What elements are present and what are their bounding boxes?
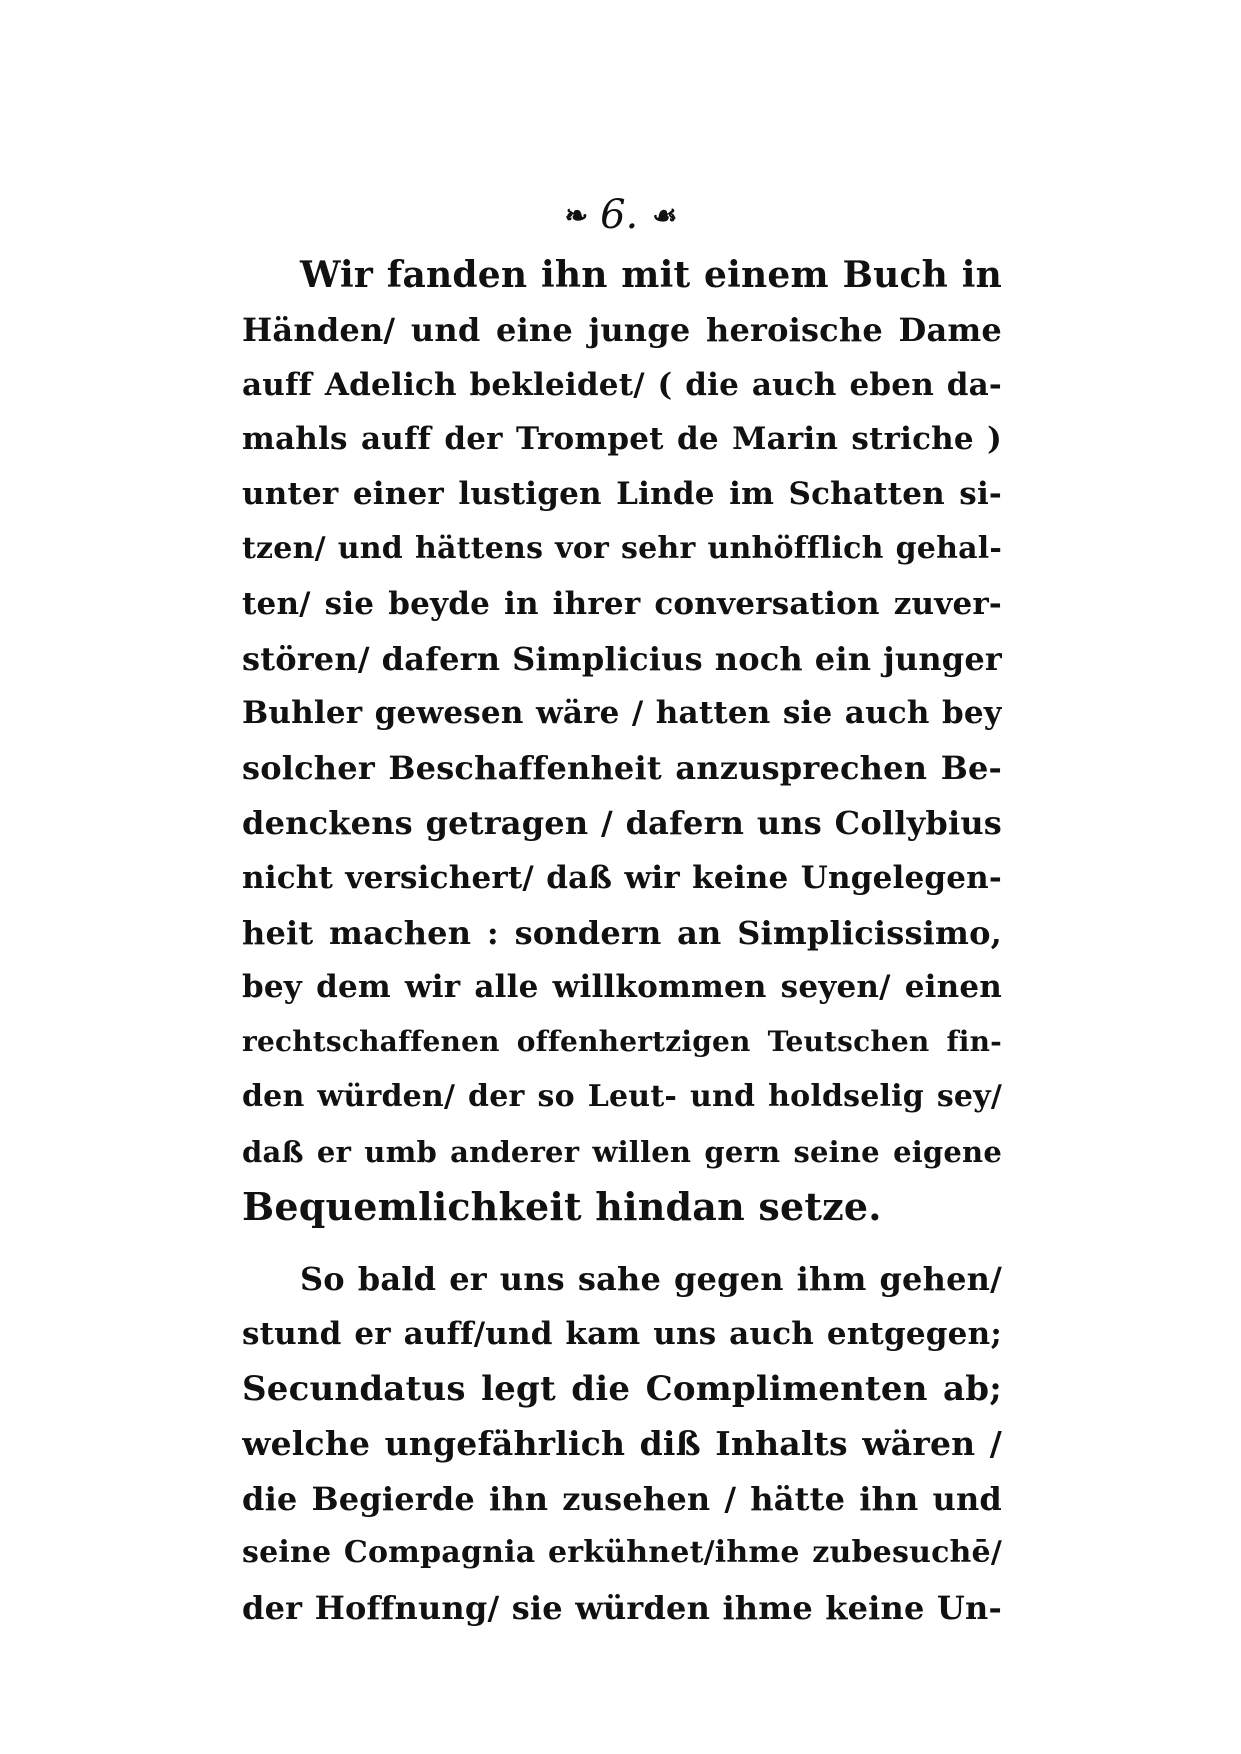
text-line: Bequemlichkeit hindan setze. <box>242 1183 882 1229</box>
text-line: bey dem wir alle willkommen seyen/ einen <box>242 969 1002 1006</box>
text-line: unter einer lustigen Linde im Schatten si- <box>242 476 1002 513</box>
text-line: Buhler gewesen wäre / hatten sie auch bey <box>242 695 1002 732</box>
page-number: 6. <box>600 192 639 238</box>
text-line: stören/ dafern Simplicius noch ein junger <box>242 639 1002 678</box>
text-line: nicht versichert/ daß wir keine Ungelegen- <box>242 859 1002 896</box>
text-line: auff Adelich bekleidet/ ( die auch eben da- <box>242 366 1002 403</box>
text-line: solcher Beschaffenheit anzusprechen Be- <box>242 749 1002 788</box>
text-line: tzen/ und hättens vor sehr unhöfflich gehal- <box>242 530 1002 566</box>
text-line: den würden/ der so Leut- und holdselig sey/ <box>242 1078 1002 1114</box>
text-line: denckens getragen / dafern uns Collybius <box>242 803 1002 842</box>
text-line: die Begierde ihn zusehen / hätte ihn und <box>242 1479 1002 1518</box>
text-line: rechtschaffenen offenhertzigen Teutschen fin- <box>242 1025 1002 1059</box>
text-line: mahls auff der Trompet de Marin striche ) <box>242 421 1002 458</box>
ornament-right-icon: ☙ <box>652 198 676 232</box>
paragraph-gap <box>242 1234 1002 1252</box>
ornament-left-icon: ❧ <box>564 198 587 232</box>
body-text <box>242 248 1002 1636</box>
text-line: Händen/ und eine junge heroische Dame <box>242 310 1002 349</box>
text-line: Wir fanden ihn mit einem Buch in <box>300 254 1002 296</box>
page-header <box>490 190 750 240</box>
text-line: So bald er uns sahe gegen ihm gehen/ <box>300 1260 1002 1299</box>
text-line: der Hoffnung/ sie würden ihme keine Un- <box>242 1589 1002 1628</box>
text-line: stund er auff/und kam uns auch entgegen; <box>242 1316 1002 1353</box>
text-line: seine Compagnia erkühnet/ihme zubesuchē/ <box>242 1535 1002 1571</box>
text-line: heit machen : sondern an Simplicissimo, <box>242 913 1002 952</box>
text-line: Secundatus legt die Complimenten ab; <box>242 1368 1002 1409</box>
text-line: daß er umb anderer willen gern seine eigene <box>242 1134 1002 1169</box>
text-line: welche ungefährlich diß Inhalts wären / <box>242 1423 1002 1463</box>
text-line: ten/ sie beyde in ihrer conversation zuver- <box>242 585 1002 622</box>
